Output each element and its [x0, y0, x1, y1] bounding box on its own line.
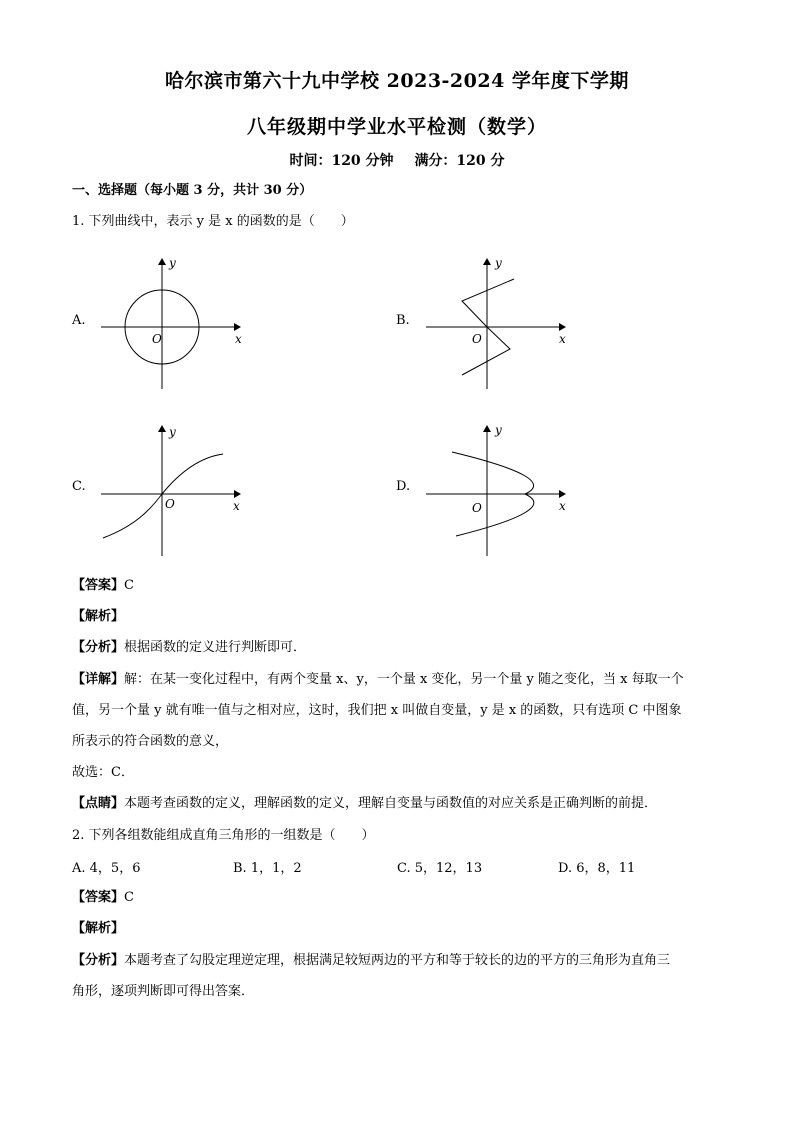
xiangjie-tag: 【详解】 — [72, 672, 125, 687]
exam-title-line1: 哈尔滨市第六十九中学校 2023-2024 学年度下学期 — [165, 70, 629, 92]
fenxi-tag: 【分析】 — [72, 640, 125, 655]
q1-option-b-label: B. — [396, 313, 410, 328]
s-curve — [103, 454, 223, 538]
q2-choices — [72, 857, 722, 877]
q2-choice-a: A. 4，5，6 — [72, 861, 141, 876]
x-axis-label: x — [233, 499, 240, 513]
q2-fenxi-line2: 角形，逐项判断即可得出答案． — [72, 984, 255, 999]
q2-answer — [72, 888, 134, 908]
origin-label: O — [472, 332, 482, 346]
q2-fenxi-line1 — [72, 951, 670, 971]
q1-xiangjie-line3: 所表示的符合函数的意义， — [72, 734, 229, 749]
q1-xiangjie-line2: 值，另一个量 y 就有唯一值与之相对应，这时，我们把 x 叫做自变量，y 是 x 的函数，只有选项 C 中图象 — [72, 703, 682, 718]
origin-label: O — [472, 501, 482, 515]
y-axis-label: y — [495, 423, 502, 437]
q1-option-c-label: C. — [72, 479, 86, 494]
answer-tag: 【答案】 — [72, 578, 125, 593]
q1-figure-b — [420, 255, 580, 395]
q1-figure-a — [95, 255, 255, 395]
q2-analysis-tag: 【解析】 — [72, 921, 125, 936]
fenxi-tag: 【分析】 — [72, 953, 125, 968]
q1-figure-c — [95, 422, 255, 562]
fenxi-text: 根据函数的定义进行判断即可． — [124, 640, 307, 655]
exam-time-score — [0, 150, 794, 170]
answer-value: C — [124, 578, 134, 593]
q2-choice-c: C. 5，12，13 — [397, 861, 483, 876]
q1-guxuan: 故选：C． — [72, 765, 134, 780]
exam-time: 时间：120 分钟 — [289, 153, 394, 169]
fenxi-text-1: 本题考查了勾股定理逆定理，根据满足较短两边的平方和等于较长的边的平方的三角形为直角三 — [124, 953, 671, 968]
q1-option-a-label: A. — [72, 313, 86, 328]
dianjing-tag: 【点睛】 — [72, 796, 125, 811]
origin-label: O — [152, 332, 162, 346]
x-axis-label: x — [235, 332, 242, 346]
q1-figure-d — [420, 422, 580, 562]
q1-xiangjie-line1 — [72, 670, 684, 690]
q1-stem: 1. 下列曲线中，表示 y 是 x 的函数的是（ ） — [72, 214, 354, 229]
x-axis-label: x — [559, 332, 566, 346]
answer-value: C — [124, 890, 134, 905]
answer-tag: 【答案】 — [72, 890, 125, 905]
exam-score: 满分：120 分 — [414, 153, 505, 169]
q1-analysis-tag: 【解析】 — [72, 609, 125, 624]
y-axis-label: y — [169, 256, 176, 270]
q2-choice-d: D. 6，8，11 — [558, 861, 636, 876]
dianjing-text: 本题考查函数的定义，理解函数的定义，理解自变量与函数值的对应关系是正确判断的前提． — [124, 796, 658, 811]
y-axis-label: y — [495, 256, 502, 270]
x-axis-label: x — [559, 499, 566, 513]
origin-label: O — [165, 497, 175, 511]
section-heading: 一、选择题（每小题 3 分，共计 30 分） — [72, 183, 313, 198]
exam-title-line2: 八年级期中学业水平检测（数学） — [246, 116, 547, 138]
q1-dianjing — [72, 794, 657, 814]
q2-stem: 2. 下列各组数能组成直角三角形的一组数是（ ） — [72, 828, 375, 843]
xiangjie-text-1: 解：在某一变化过程中，有两个变量 x、y，一个量 x 变化，另一个量 y 随之变化，当 x 每取一个 — [124, 672, 684, 687]
q1-fenxi — [72, 638, 306, 658]
q1-answer — [72, 576, 134, 596]
y-axis-label: y — [169, 425, 176, 439]
q2-choice-b: B. 1，1，2 — [233, 861, 302, 876]
q1-option-d-label: D. — [396, 479, 411, 494]
